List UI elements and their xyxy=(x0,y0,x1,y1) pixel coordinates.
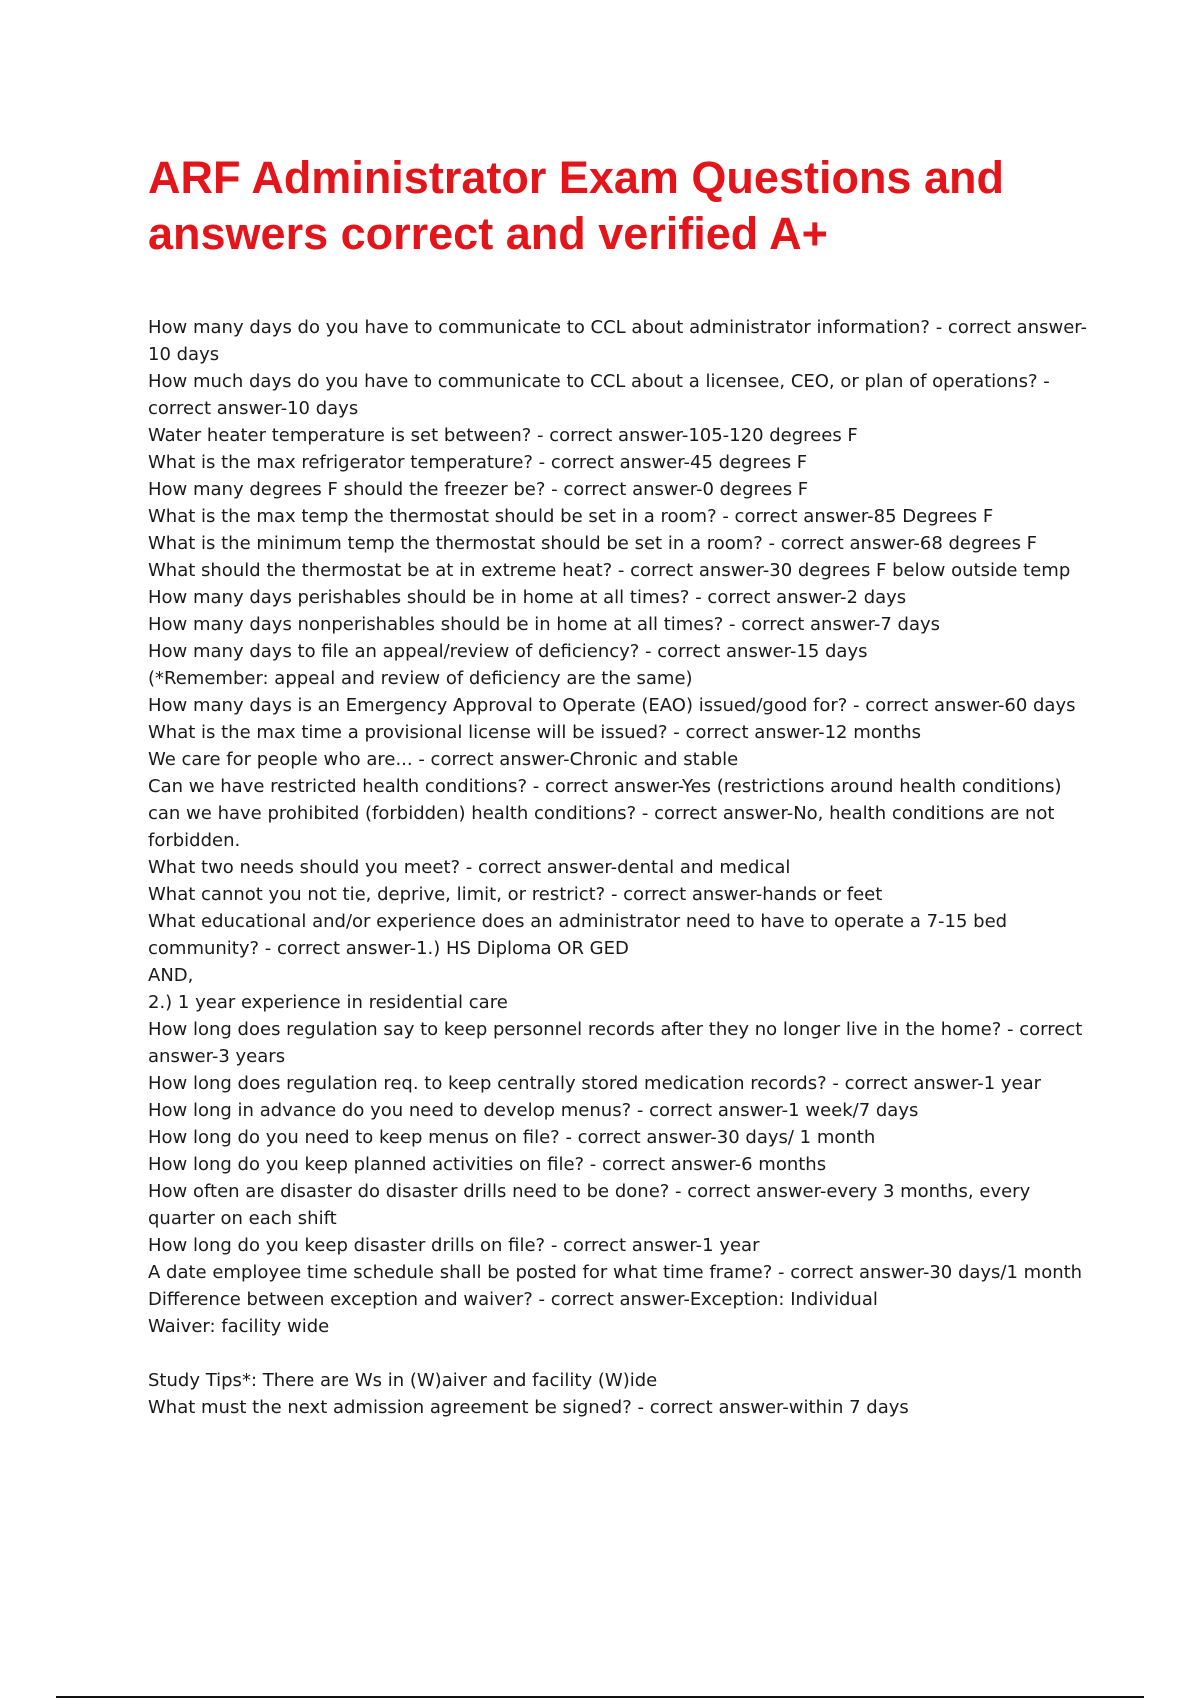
qa-line: What cannot you not tie, deprive, limit, or restrict? - correct answer-hands or feet xyxy=(148,884,883,905)
qa-line: How many days do you have to communicate to CCL about administrator information? - correct answer-10 days xyxy=(148,317,1088,365)
qa-line: can we have prohibited (forbidden) health conditions? - correct answer-No, health conditions are not forbidden. xyxy=(148,803,1061,851)
qa-line: Waiver: facility wide xyxy=(148,1316,330,1337)
document-title: ARF Administrator Exam Questions and answers correct and verified A+ xyxy=(148,152,1004,259)
qa-line: How much days do you have to communicate to CCL about a licensee, CEO, or plan of operations? - correct answer-10 days xyxy=(148,371,1056,419)
blank-line xyxy=(148,1340,1088,1367)
qa-line: 2.) 1 year experience in residential care xyxy=(148,992,508,1013)
study-tip: Study Tips*: There are Ws in (W)aiver and facility (W)ide xyxy=(148,1370,658,1391)
qa-line: What is the max temp the thermostat should be set in a room? - correct answer-85 Degrees F xyxy=(148,506,994,527)
qa-line: How many days to file an appeal/review of deficiency? - correct answer-15 days xyxy=(148,641,868,662)
qa-line: How long does regulation req. to keep centrally stored medication records? - correct answer-1 year xyxy=(148,1073,1042,1094)
qa-line: How long do you keep disaster drills on file? - correct answer-1 year xyxy=(148,1235,760,1256)
qa-line: How long does regulation say to keep personnel records after they no longer live in the home? - correct answer-3 years xyxy=(148,1019,1089,1067)
qa-line: We care for people who are... - correct answer-Chronic and stable xyxy=(148,749,739,770)
qa-line: What two needs should you meet? - correct answer-dental and medical xyxy=(148,857,791,878)
qa-line: How many days nonperishables should be in home at all times? - correct answer-7 days xyxy=(148,614,941,635)
qa-line: What should the thermostat be at in extreme heat? - correct answer-30 degrees F below outside temp xyxy=(148,560,1071,581)
bottom-rule xyxy=(56,1696,1144,1698)
qa-line: Water heater temperature is set between? - correct answer-105-120 degrees F xyxy=(148,425,858,446)
qa-line: Can we have restricted health conditions? - correct answer-Yes (restrictions around health conditions) xyxy=(148,776,1062,797)
qa-line: How long do you need to keep menus on file? - correct answer-30 days/ 1 month xyxy=(148,1127,876,1148)
qa-line: How many days perishables should be in home at all times? - correct answer-2 days xyxy=(148,587,907,608)
qa-line: What educational and/or experience does an administrator need to have to operate a 7-15 bed community? - correct answer-1.) HS Diploma OR GED xyxy=(148,911,1013,959)
qa-line: What is the max refrigerator temperature? - correct answer-45 degrees F xyxy=(148,452,808,473)
qa-line: How often are disaster do disaster drills need to be done? - correct answer-every 3 months, every quarter on each shift xyxy=(148,1181,1036,1229)
qa-line: What must the next admission agreement be signed? - correct answer-within 7 days xyxy=(148,1397,909,1418)
qa-line: What is the minimum temp the thermostat should be set in a room? - correct answer-68 degrees F xyxy=(148,533,1038,554)
qa-line: A date employee time schedule shall be posted for what time frame? - correct answer-30 days/1 month xyxy=(148,1262,1083,1283)
qa-line: AND, xyxy=(148,965,194,986)
qa-list xyxy=(148,314,1088,1421)
qa-line: How long in advance do you need to develop menus? - correct answer-1 week/7 days xyxy=(148,1100,919,1121)
qa-line: How long do you keep planned activities on file? - correct answer-6 months xyxy=(148,1154,827,1175)
qa-line: How many days is an Emergency Approval to Operate (EAO) issued/good for? - correct answer-60 days xyxy=(148,695,1076,716)
qa-line: What is the max time a provisional license will be issued? - correct answer-12 months xyxy=(148,722,922,743)
qa-line: Difference between exception and waiver? - correct answer-Exception: Individual xyxy=(148,1289,878,1310)
qa-note: (*Remember: appeal and review of deficiency are the same) xyxy=(148,668,693,689)
qa-line: How many degrees F should the freezer be? - correct answer-0 degrees F xyxy=(148,479,809,500)
